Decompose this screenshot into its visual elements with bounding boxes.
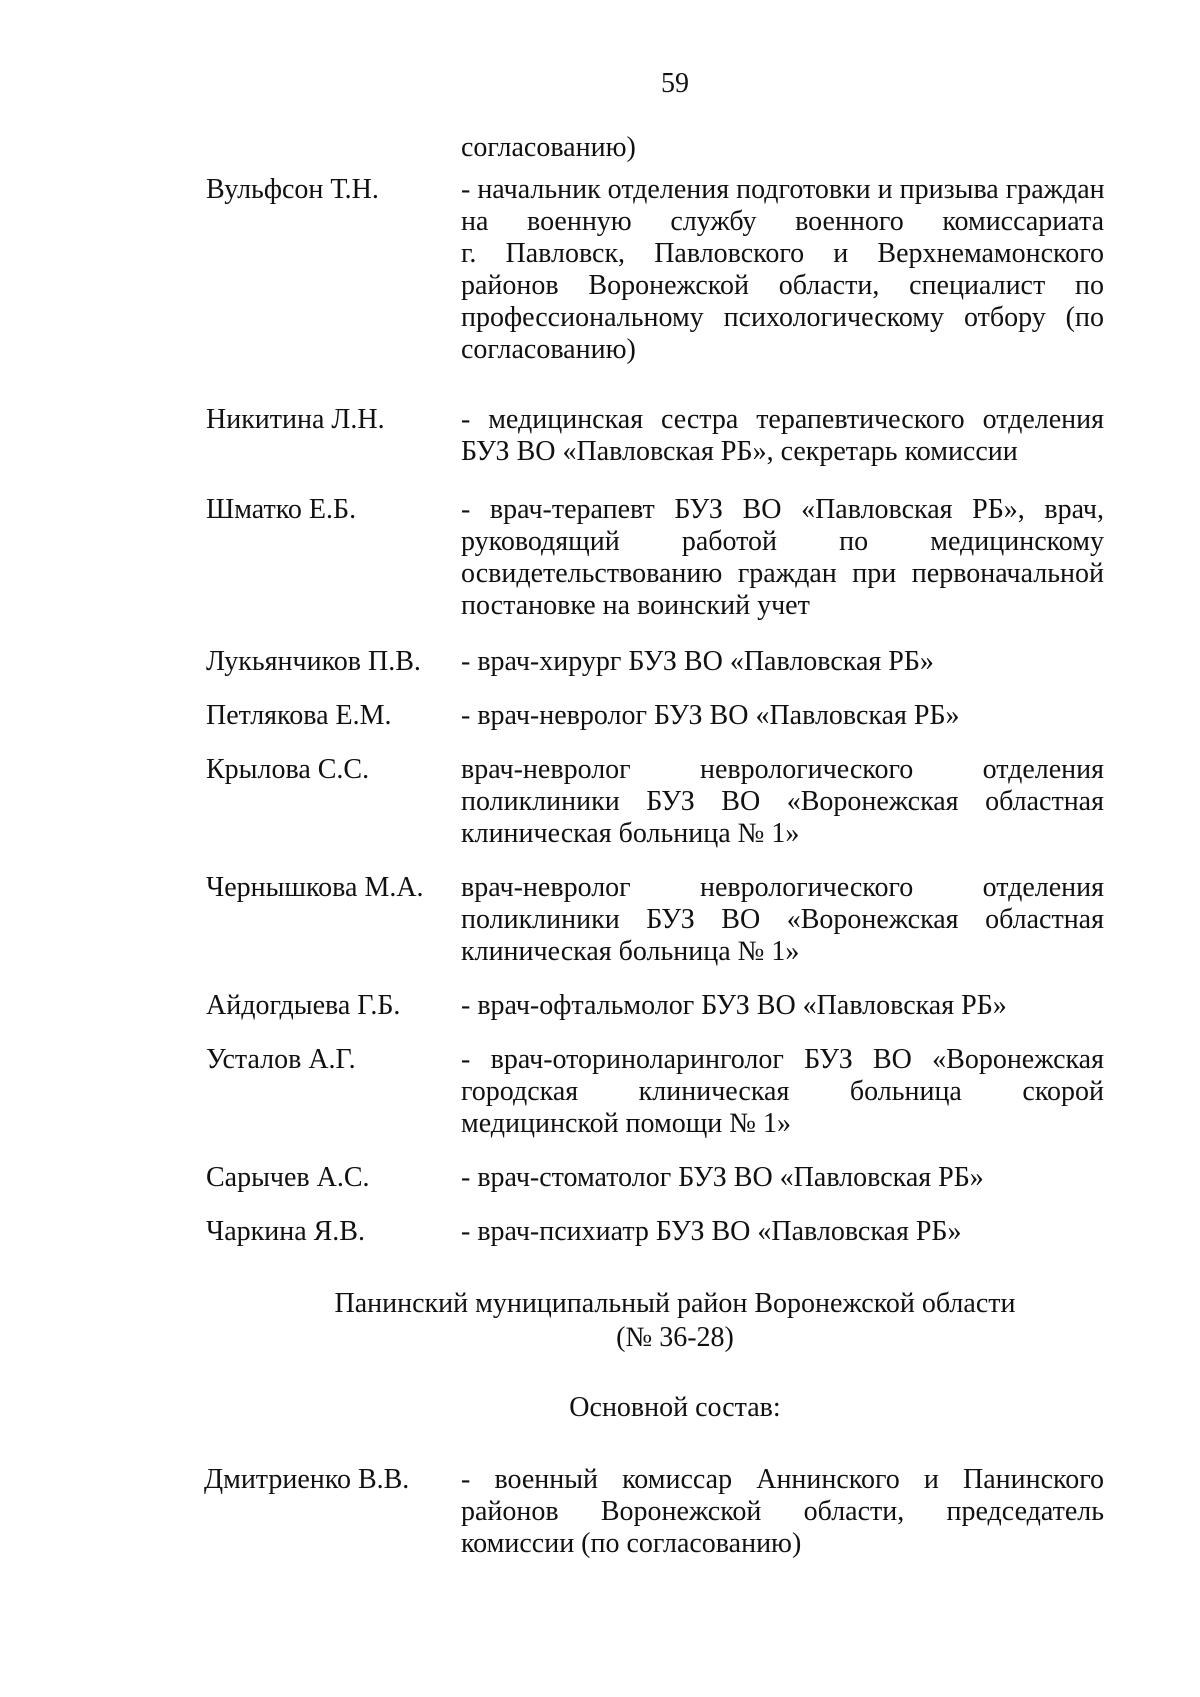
position-line: - начальник отделения подготовки и призыва граждан xyxy=(461,174,1105,205)
member-position xyxy=(461,494,1104,622)
position-line: освидетельствованию граждан при первоначальной xyxy=(461,558,1104,589)
member-position xyxy=(461,1464,1104,1560)
position-line: профессиональному психологическому отбору (по xyxy=(461,302,1104,333)
section-number: (№ 36-28) xyxy=(616,1322,734,1353)
position-line: комиссии (по согласованию) xyxy=(461,1528,802,1559)
position-line: - врач-стоматолог БУЗ ВО «Павловская РБ» xyxy=(461,1162,984,1193)
position-line: врач-невролог неврологического отделения xyxy=(461,754,1104,785)
member-position xyxy=(461,1162,1104,1194)
member-position xyxy=(461,990,1104,1022)
member-name: Петлякова Е.М. xyxy=(206,700,392,731)
position-line: врач-невролог неврологического отделения xyxy=(461,872,1104,903)
member-name: Никитина Л.Н. xyxy=(206,404,385,435)
position-line: - врач-хирург БУЗ ВО «Павловская РБ» xyxy=(461,646,934,677)
position-line: поликлиники БУЗ ВО «Воронежская областная xyxy=(461,904,1104,935)
position-line: - медицинская сестра терапевтического отделения xyxy=(461,404,1104,435)
member-name: Айдогдыева Г.Б. xyxy=(206,990,401,1021)
position-line: на военную службу военного комиссариата xyxy=(461,206,1104,237)
position-line: согласованию) xyxy=(461,334,636,365)
position-line: районов Воронежской области, председатель xyxy=(461,1496,1104,1527)
position-line: поликлиники БУЗ ВО «Воронежская областная xyxy=(461,786,1104,817)
position-line: городская клиническая больница скорой xyxy=(461,1076,1104,1107)
position-line: - военный комиссар Аннинского и Панинского xyxy=(461,1464,1104,1495)
member-name: Крылова С.С. xyxy=(206,754,370,785)
position-line: г. Павловск, Павловского и Верхнемамонского xyxy=(461,238,1104,269)
position-line: медицинской помощи № 1» xyxy=(461,1108,791,1139)
page-number: 59 xyxy=(661,68,689,99)
member-position xyxy=(461,404,1104,468)
continuation-text: согласованию) xyxy=(461,132,636,163)
member-name: Сарычев А.С. xyxy=(206,1162,370,1193)
position-line: - врач-терапевт БУЗ ВО «Павловская РБ», врач, xyxy=(461,494,1104,525)
position-line: - врач-психиатр БУЗ ВО «Павловская РБ» xyxy=(461,1216,962,1247)
member-position xyxy=(461,700,1104,732)
section-subtitle: Основной состав: xyxy=(569,1392,781,1423)
member-position xyxy=(461,1044,1104,1140)
position-line: - врач-офтальмолог БУЗ ВО «Павловская РБ» xyxy=(461,990,1007,1021)
member-position xyxy=(461,872,1104,968)
position-line: клиническая больница № 1» xyxy=(461,936,800,967)
member-position xyxy=(461,754,1104,850)
position-line: - врач-невролог БУЗ ВО «Павловская РБ» xyxy=(461,700,960,731)
member-name: Чернышкова М.А. xyxy=(206,872,424,903)
member-name: Лукьянчиков П.В. xyxy=(206,646,421,677)
position-line: клиническая больница № 1» xyxy=(461,818,800,849)
position-line: районов Воронежской области, специалист по xyxy=(461,270,1104,301)
member-name: Вульфсон Т.Н. xyxy=(206,174,379,205)
member-name: Чаркина Я.В. xyxy=(206,1216,365,1247)
member-name: Шматко Е.Б. xyxy=(206,494,357,525)
position-line: руководящий работой по медицинскому xyxy=(461,526,1104,557)
position-line: постановке на воинский учет xyxy=(461,590,810,621)
section-title: Панинский муниципальный район Воронежской области xyxy=(334,1288,1016,1319)
position-line: БУЗ ВО «Павловская РБ», секретарь комиссии xyxy=(461,436,1018,467)
member-position xyxy=(461,1216,1104,1248)
member-position xyxy=(461,646,1104,678)
member-name: Усталов А.Г. xyxy=(206,1044,356,1075)
member-position xyxy=(461,174,1104,366)
member-name: Дмитриенко В.В. xyxy=(204,1464,410,1495)
position-line: - врач-оториноларинголог БУЗ ВО «Воронежская xyxy=(461,1044,1104,1075)
